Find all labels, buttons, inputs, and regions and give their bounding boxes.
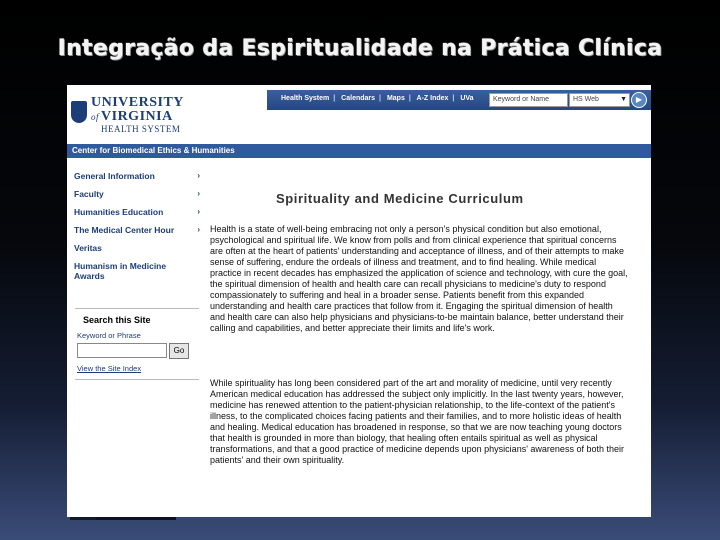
nav-maps[interactable]: Maps: [386, 95, 405, 102]
slide-title: Integração da Espiritualidade na Prática Clínica: [57, 36, 663, 61]
nav-separator: |: [333, 95, 336, 102]
sidebar: [67, 158, 203, 517]
sidebar-item-medical-center-hour[interactable]: [74, 225, 200, 235]
chevron-right-icon: ›: [197, 189, 200, 198]
nav-az-index[interactable]: A-Z Index: [416, 95, 449, 102]
sidebar-item-general-information[interactable]: [74, 171, 200, 181]
chevron-down-icon: ▼: [620, 96, 627, 103]
nav-uva[interactable]: UVa: [460, 95, 474, 102]
logo-virginia: VIRGINIA: [101, 109, 173, 124]
content-paragraph-1: Health is a state of well-being embracing not only a person's physical condition but also emotional, psychological and spiritual life. We know from polls and from clinical experience that spiritual concerns are often at the heart of patients' understanding and acceptance of illness, and of their attempts to make sense of suffering, endure the ordeals of illness and treatment, and to find healing. While medical practice in recent decades has emphasized the application of science and technology, with cure the goal, the spiritual dimension of health and health care can recall physicians to medicine's duty to respond compassionately to suffering and heal in a broader sense. Patients benefit from this expanded understanding and health care practices that follow from it. Engaging the spiritual dimension of health and health care can also help physicians and physicians-to-be maintain balance, better understand their calling and capabilities, and better appreciate their limits and life's work.: [210, 224, 628, 333]
sidebar-item-label: Humanities Education: [74, 207, 164, 217]
nav-separator: |: [379, 95, 381, 102]
sidebar-item-label: The Medical Center Hour: [74, 225, 175, 235]
chevron-right-icon: ›: [197, 225, 200, 234]
sidebar-item-label: Faculty: [74, 189, 104, 199]
logo-line-3: HEALTH SYSTEM: [101, 124, 181, 134]
site-search-panel: [75, 308, 199, 380]
department-bar[interactable]: Center for Biomedical Ethics & Humanities: [67, 144, 651, 158]
sidebar-item-humanism-awards[interactable]: [74, 261, 192, 281]
sidebar-item-label: General Information: [74, 171, 155, 181]
rotunda-icon: [71, 101, 87, 123]
site-search-label: Keyword or Phrase: [77, 331, 141, 340]
site-search-go-button[interactable]: Go: [169, 343, 189, 359]
page-title: Spirituality and Medicine Curriculum: [276, 191, 524, 206]
header-search-input[interactable]: Keyword or Name: [489, 93, 568, 107]
search-go-icon[interactable]: ▶: [631, 92, 647, 108]
scope-select[interactable]: [569, 93, 630, 107]
chevron-right-icon: ›: [197, 171, 200, 180]
site-header: [67, 85, 651, 144]
sidebar-item-humanities-education[interactable]: [74, 207, 200, 217]
nav-calendars[interactable]: Calendars: [341, 95, 376, 102]
nav-health-system[interactable]: Health System: [281, 95, 330, 102]
uva-health-logo[interactable]: [71, 95, 184, 135]
sidebar-item-label: Humanism in Medicine Awards: [74, 261, 167, 281]
site-index-link[interactable]: View the Site Index: [77, 364, 142, 373]
sidebar-item-label: Veritas: [74, 243, 102, 253]
global-nav-links: [281, 95, 478, 102]
chevron-right-icon: ›: [197, 207, 200, 216]
scope-select-value: HS Web: [573, 96, 599, 103]
content-paragraph-2: While spirituality has long been considered part of the art and morality of medicine, until very recently American medical education has addressed the subject only implicitly. In the last twenty years, however, medicine has renewed attention to the patient-physician relationship, to the life-context of the patient's illness, to the complicated choices facing patients and their families, and to more holistic ideas of health and healing. Medical education has broadened in response, so that we are now teaching young doctors that health is grounded in more than biology, that healing often entails spiritual as well as physical transformations, and that a good practice of medicine depends upon physicians' awareness of both their patients' and their own spirituality.: [210, 378, 624, 465]
sidebar-item-faculty[interactable]: [74, 189, 200, 199]
nav-separator: |: [408, 95, 411, 102]
site-search-title: Search this Site: [83, 315, 151, 325]
nav-separator: |: [452, 95, 455, 102]
sidebar-item-veritas[interactable]: [74, 243, 200, 253]
logo-line-2: [91, 109, 173, 125]
logo-line-1: UNIVERSITY: [91, 95, 184, 110]
global-nav: [267, 90, 651, 110]
site-search-input[interactable]: [77, 343, 167, 358]
main-content: [208, 158, 638, 517]
logo-of: of: [91, 112, 100, 122]
browser-screenshot: [67, 85, 651, 517]
